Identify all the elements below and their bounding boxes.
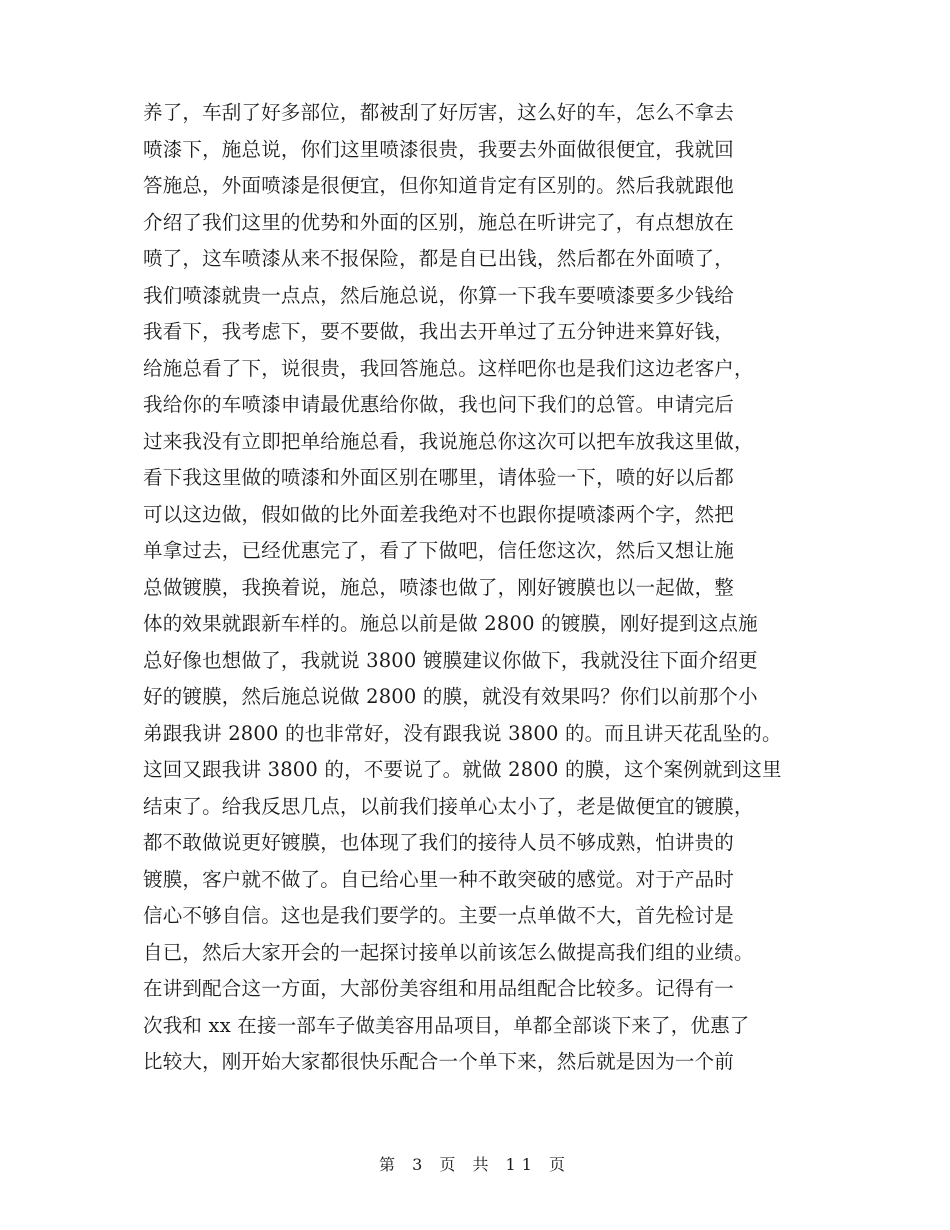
text-line: 我们喷漆就贵一点点，然后施总说，你算一下我车要喷漆要多少钱给 xyxy=(143,283,735,307)
text-line: 都不敢做说更好镀膜，也体现了我们的接待人员不够成熟，怕讲贵的 xyxy=(143,831,735,854)
text-line: 可以这边做，假如做的比外面差我绝对不也跟你提喷漆两个字，然把 xyxy=(143,502,735,526)
text-line: 单拿过去，已经优惠完了，看了下做吧，信任您这次，然后又想让施 xyxy=(143,539,735,562)
text-line: 过来我没有立即把单给施总看，我说施总你这次可以把车放我这里做， xyxy=(143,429,754,453)
text-line: 结束了。给我反思几点，以前我们接单心太小了，老是做便宜的镀膜， xyxy=(143,794,754,818)
text-line: 镀膜，客户就不做了。自已给心里一种不敢突破的感觉。对于产品时 xyxy=(143,867,735,891)
text-line: 给施总看了下，说很贵，我回答施总。这样吧你也是我们这边老客户， xyxy=(143,356,754,380)
text-line: 在讲到配合这一方面，大部份美容组和用品组配合比较多。记得有一 xyxy=(143,977,735,1000)
text-line: 介绍了我们这里的优势和外面的区别，施总在听讲完了，有点想放在 xyxy=(143,210,735,234)
text-line: 喷了，这车喷漆从来不报保险，都是自已出钱，然后都在外面喷了， xyxy=(143,247,735,270)
text-line: 体的效果就跟新车样的。施总以前是做 2800 的镀膜，刚好提到这点施 xyxy=(143,612,758,635)
text-line: 答施总，外面喷漆是很便宜，但你知道肯定有区别的。然后我就跟他 xyxy=(143,174,735,197)
text-line: 养了，车刮了好多部位，都被刮了好厉害，这么好的车，怎么不拿去 xyxy=(143,101,735,124)
text-line: 我给你的车喷漆申请最优惠给你做，我也问下我们的总管。申请完后 xyxy=(143,393,735,416)
text-line: 总好像也想做了，我就说 3800 镀膜建议你做下，我就没往下面介绍更 xyxy=(143,648,758,672)
text-line: 喷漆下，施总说，你们这里喷漆很贵，我要去外面做很便宜，我就回 xyxy=(143,137,735,161)
text-line: 次我和 xx 在接一部车子做美容用品项目，单都全部谈下来了，优惠了 xyxy=(143,1013,750,1037)
text-line: 这回又跟我讲 3800 的，不要说了。就做 2800 的膜，这个案例就到这里 xyxy=(143,758,782,781)
text-line: 弟跟我讲 2800 的也非常好，没有跟我说 3800 的。而且讲天花乱坠的。 xyxy=(143,721,782,745)
text-line: 信心不够自信。这也是我们要学的。主要一点单做不大，首先检讨是 xyxy=(143,904,735,927)
document-body xyxy=(143,95,823,1081)
text-line: 比较大，刚开始大家都很快乐配合一个单下来，然后就是因为一个前 xyxy=(143,1050,735,1073)
text-line: 好的镀膜，然后施总说做 2800 的膜，就没有效果吗？你们以前那个小 xyxy=(143,685,758,708)
text-line: 我看下，我考虑下，要不要做，我出去开单过了五分钟进来算好钱， xyxy=(143,320,735,343)
text-line: 自已，然后大家开会的一起探讨接单以前该怎么做提高我们组的业绩。 xyxy=(143,940,754,964)
text-line: 看下我这里做的喷漆和外面区别在哪里，请体验一下，喷的好以后都 xyxy=(143,466,735,489)
page-number-footer: 第 3 页 共 11 页 xyxy=(379,1155,571,1174)
text-line: 总做镀膜，我换着说，施总，喷漆也做了，刚好镀膜也以一起做，整 xyxy=(143,575,735,599)
